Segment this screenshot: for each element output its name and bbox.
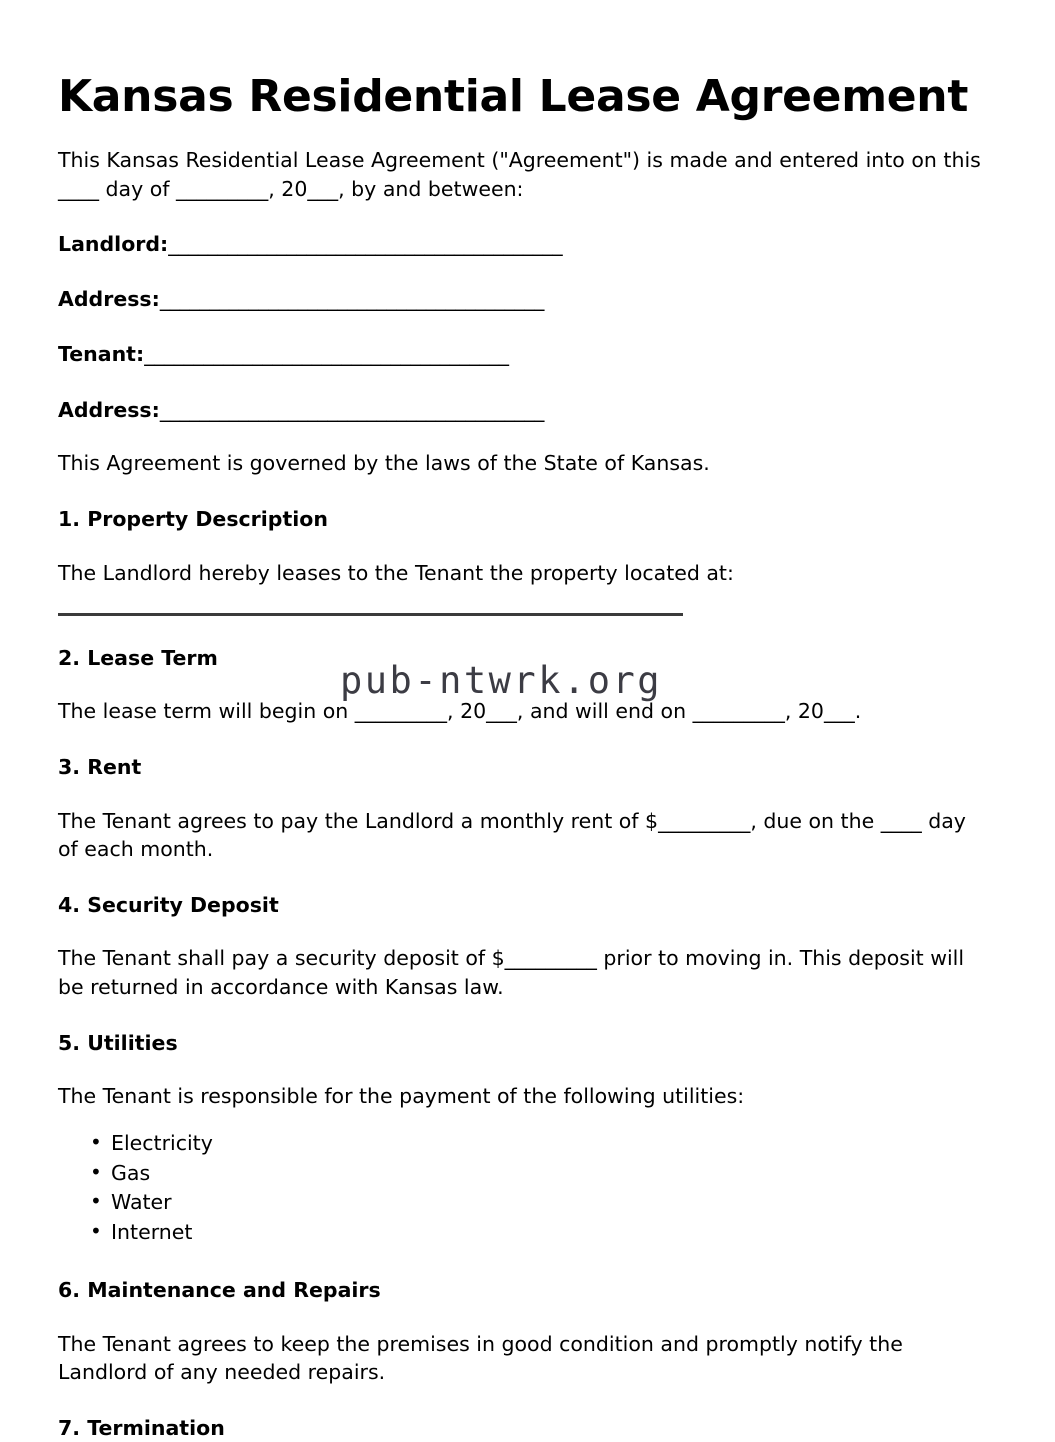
landlord-address-blank[interactable]: _______________________________________ <box>159 287 544 312</box>
section-body-lease-term: The lease term will begin on _________, 20___, and will end on _________, 20___. <box>58 699 862 724</box>
site-watermark: pub-ntwrk.org <box>340 659 663 702</box>
section-heading-rent: 3. Rent <box>58 755 142 780</box>
tenant-field <box>58 340 988 368</box>
list-item: • Water <box>90 1188 988 1218</box>
intro-paragraph: This Kansas Residential Lease Agreement ("Agreement") is made and entered into on this ____ day of _________, 20___, by and between: <box>58 148 981 201</box>
tenant-label: Tenant: <box>58 342 145 367</box>
tenant-blank[interactable]: _____________________________________ <box>144 342 509 367</box>
landlord-address-label: Address: <box>58 287 160 312</box>
tenant-address-label: Address: <box>58 397 160 422</box>
landlord-address-field <box>58 285 988 313</box>
section-heading-lease-term: 2. Lease Term <box>58 645 218 670</box>
section-heading-utilities: 5. Utilities <box>58 1031 178 1056</box>
section-heading-termination: 7. Termination <box>58 1416 225 1441</box>
list-item: • Electricity <box>90 1129 988 1159</box>
property-address-blank-rule[interactable] <box>58 613 683 616</box>
landlord-blank[interactable]: ________________________________________ <box>168 231 563 256</box>
tenant-address-blank[interactable]: _______________________________________ <box>159 397 544 422</box>
list-item: • Internet <box>90 1218 988 1248</box>
list-item: • Gas <box>90 1159 988 1189</box>
section-body-property-description: The Landlord hereby leases to the Tenant the property located at: <box>58 560 734 585</box>
section-heading-security-deposit: 4. Security Deposit <box>58 893 279 918</box>
section-body-utilities: The Tenant is responsible for the payment of the following utilities: <box>58 1084 745 1109</box>
section-body-rent: The Tenant agrees to pay the Landlord a monthly rent of $_________, due on the ____ day of each month. <box>58 808 966 861</box>
section-body-maintenance-and-repairs: The Tenant agrees to keep the premises in good condition and promptly notify the Landlord of any needed repairs. <box>58 1331 903 1384</box>
tenant-address-field <box>58 396 988 424</box>
utilities-list <box>58 1129 988 1249</box>
section-body-security-deposit: The Tenant shall pay a security deposit of $_________ prior to moving in. This deposit will be returned in accordance with Kansas law. <box>58 946 965 999</box>
governing-law-paragraph: This Agreement is governed by the laws of the State of Kansas. <box>58 450 710 475</box>
landlord-field <box>58 230 988 258</box>
section-heading-property-description: 1. Property Description <box>58 507 328 532</box>
section-heading-maintenance-and-repairs: 6. Maintenance and Repairs <box>58 1278 381 1303</box>
page-title: Kansas Residential Lease Agreement <box>58 71 969 122</box>
landlord-label: Landlord: <box>58 231 169 256</box>
